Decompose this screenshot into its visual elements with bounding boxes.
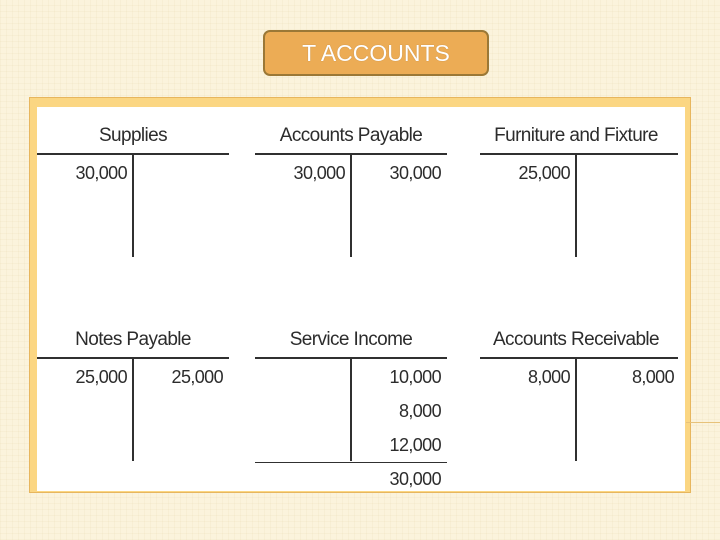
credit-entry: 10,000: [389, 367, 441, 387]
account-name: Furniture and Fixture: [494, 125, 658, 146]
credit-entry: 25,000: [171, 367, 223, 387]
credit-total: 30,000: [389, 469, 441, 489]
credit-entry: 12,000: [389, 435, 441, 455]
t-account-notes-payable: [37, 319, 229, 509]
t-account-service-income: [255, 319, 447, 509]
credit-entry: 30,000: [389, 163, 441, 183]
account-name: Accounts Payable: [279, 125, 423, 146]
debit-entry: 30,000: [293, 163, 345, 183]
debit-entry: 8,000: [527, 367, 570, 387]
debit-entry: 25,000: [518, 163, 570, 183]
account-name: Notes Payable: [75, 329, 191, 350]
t-account-vertical-line: [575, 359, 577, 461]
total-rule: [255, 462, 447, 463]
t-account-horizontal-line: [480, 357, 678, 359]
t-account-horizontal-line: [480, 153, 678, 155]
t-account-accounts-payable: [255, 115, 447, 305]
account-name: Accounts Receivable: [492, 329, 660, 350]
credit-entry: 8,000: [398, 401, 441, 421]
t-account-vertical-line: [132, 155, 134, 257]
t-account-furniture-and-fixture: [480, 115, 672, 305]
account-name: Service Income: [289, 329, 413, 350]
t-account-accounts-receivable: [480, 319, 672, 509]
t-accounts-sheet: [37, 107, 685, 491]
slide-title: T ACCOUNTS: [263, 30, 489, 76]
t-account-supplies: [37, 115, 229, 305]
account-name: Supplies: [98, 125, 168, 146]
decorative-rule: [686, 422, 720, 423]
credit-entry: 8,000: [631, 367, 674, 387]
t-account-vertical-line: [575, 155, 577, 257]
debit-entry: 25,000: [75, 367, 127, 387]
debit-entry: 30,000: [75, 163, 127, 183]
